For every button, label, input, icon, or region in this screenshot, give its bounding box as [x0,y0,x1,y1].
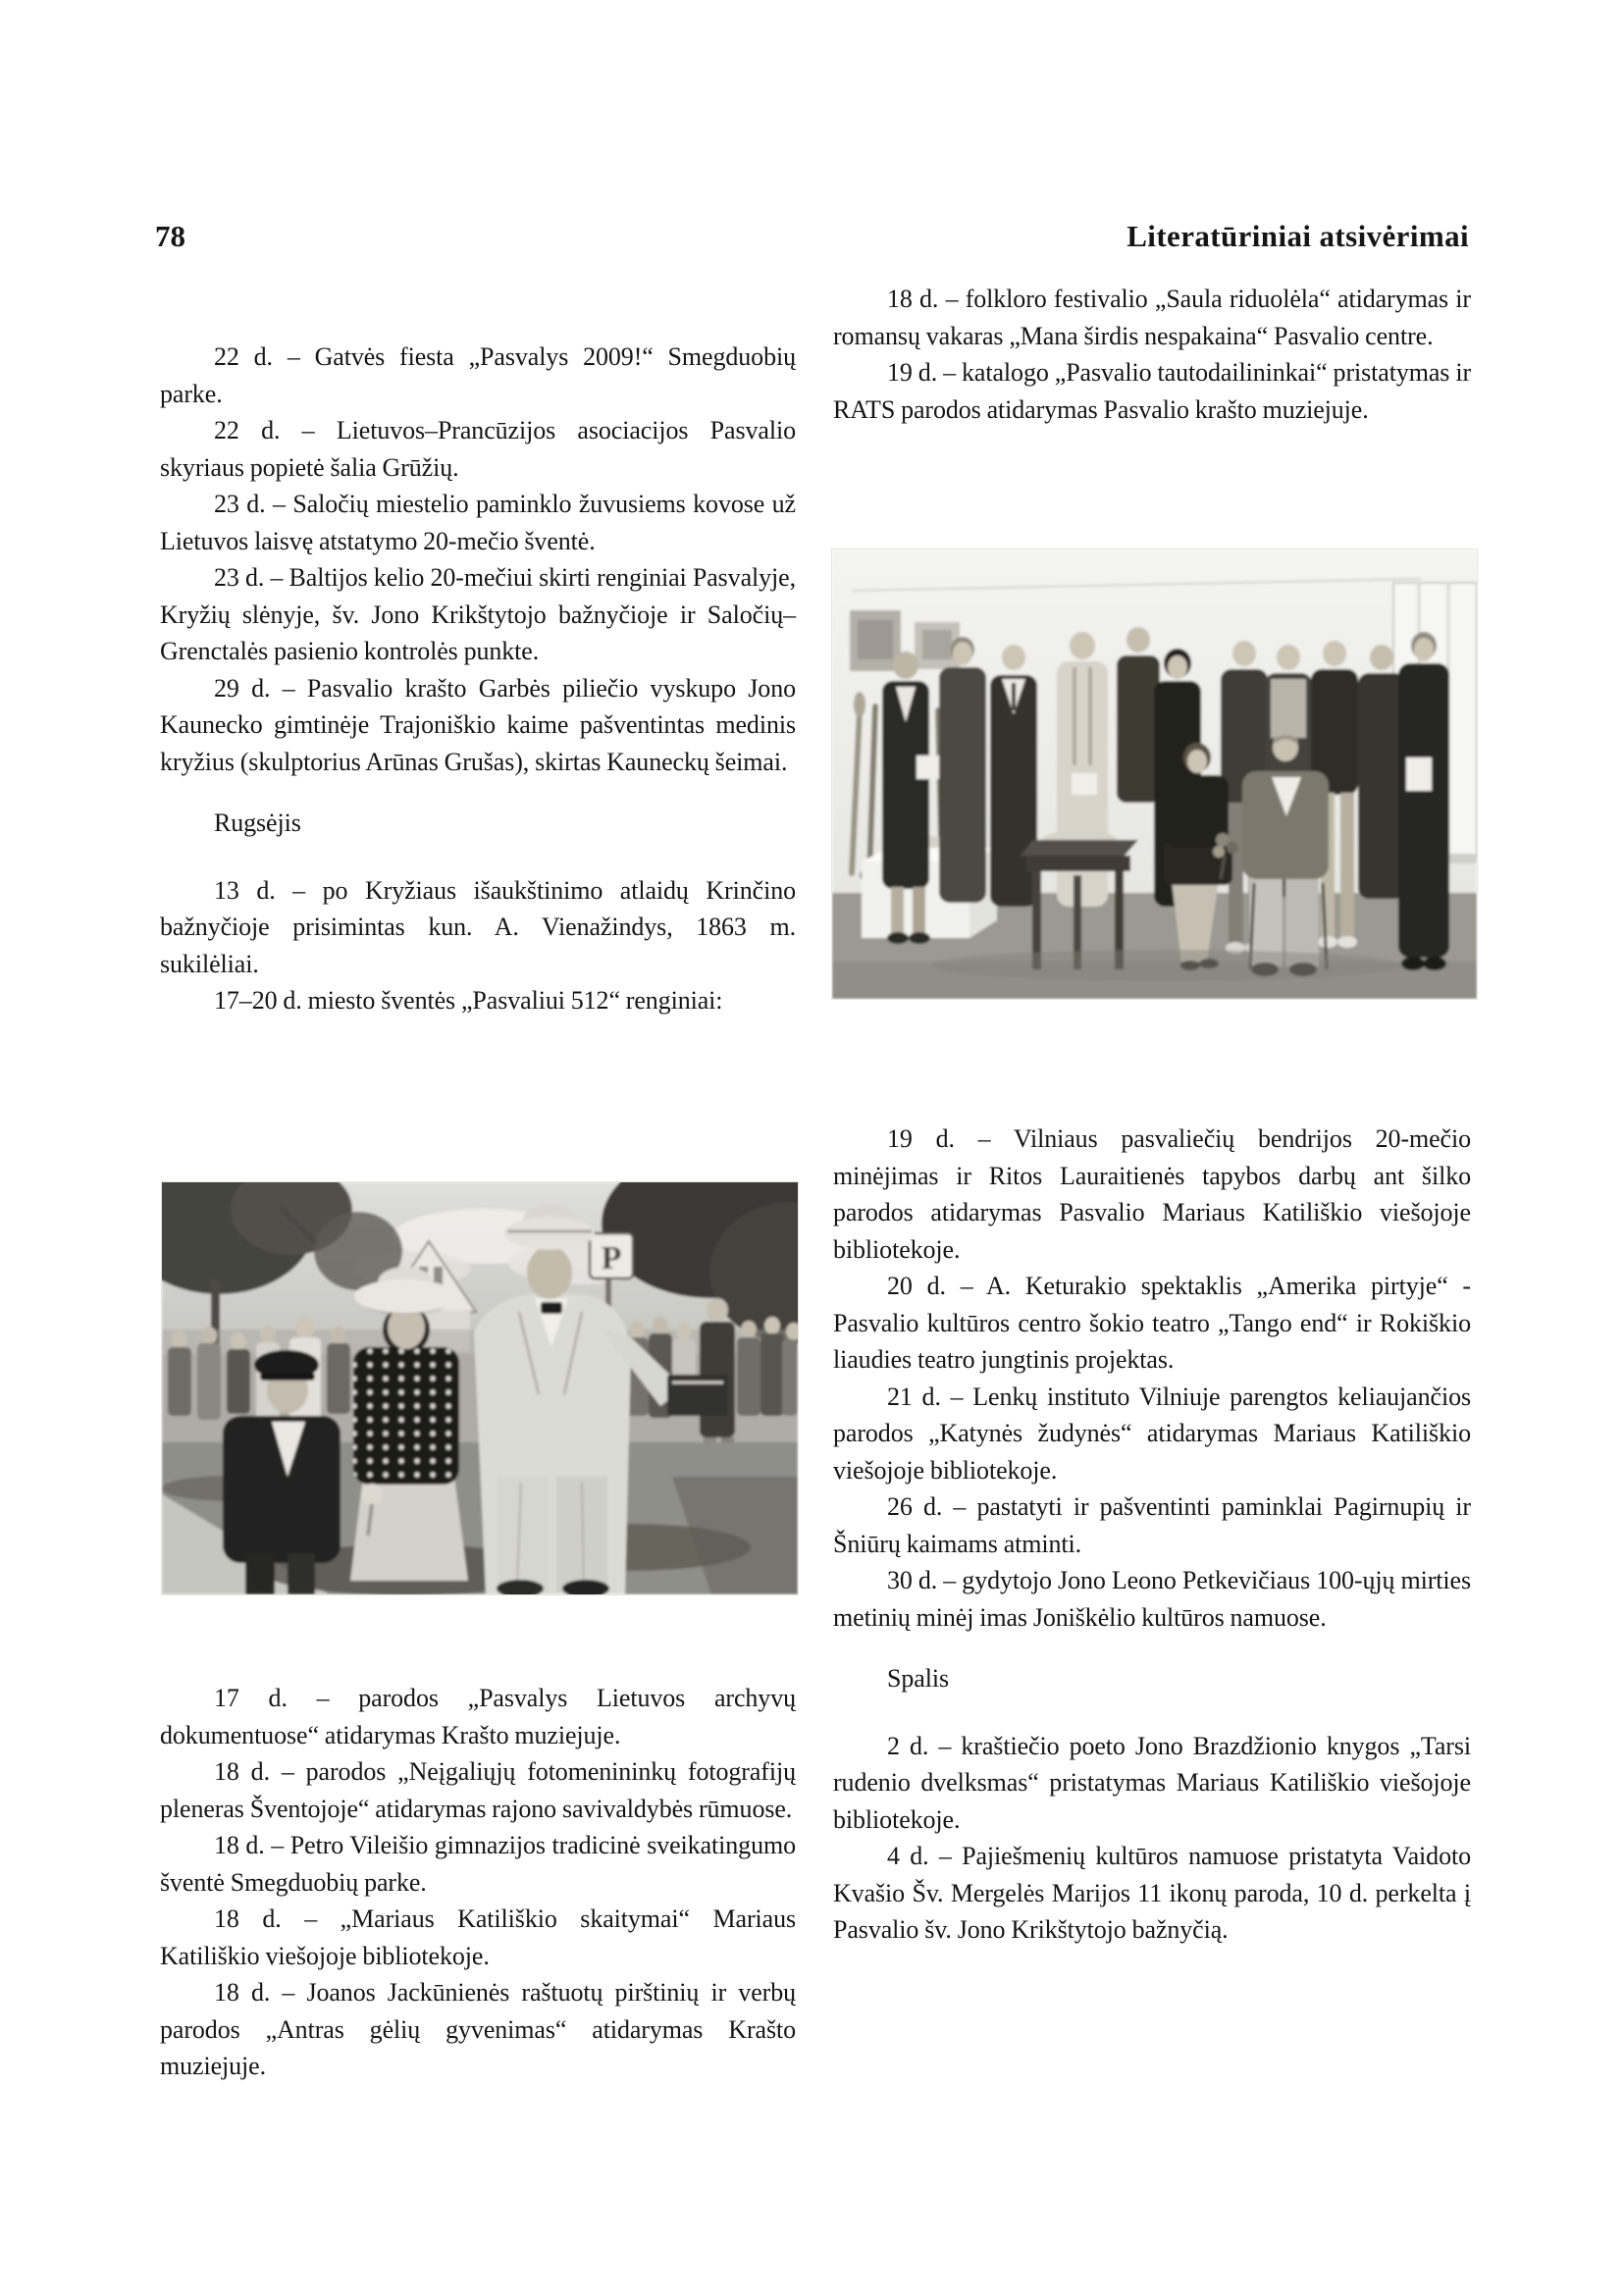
event-paragraph: 22 d. – Gatvės fiesta „Pasvalys 2009!“ Smegduobių parke. [160,342,796,408]
floor-shadow [930,950,1401,981]
event-paragraph: 18 d. – Petro Vileišio gimnazijos tradicinė sveikatingumo šventė Smegduobių parke. [160,1831,796,1897]
event-paragraph: 13 d. – po Kryžiaus išaukštinimo atlaidų Krinčino bažnyčioje prisimintas kun. A. Vienažindys, 1863 m. sukilėliai. [160,875,796,978]
page-number: 78 [155,219,185,253]
event-paragraph: 21 d. – Lenkų instituto Vilniuje parengtos keliaujančios parodos „Katynės žudynės“ atidarymas Mariaus Katiliškio viešojoje bibliotekoje. [833,1382,1471,1485]
event-paragraph: 20 d. – A. Keturakio spektaklis „Amerika pirtyje“ - Pasvalio kultūros centro šokio teatro „Tango end“ ir Rokiškio liaudies teatro jungtinis projektas. [833,1272,1471,1374]
right-column-lower [833,1121,1471,1949]
gallery-group-illustration [832,549,1477,999]
event-paragraph: 26 d. – pastatyti ir pašventinti paminklai Pagirnupių ir Šniūrų kaimams atminti. [833,1492,1471,1558]
gallery-group-photo [832,549,1477,999]
street-parade-illustration [162,1182,798,1594]
wooden-table [1021,831,1138,969]
event-paragraph: 18 d. – „Mariaus Katiliškio skaitymai“ Mariaus Katiliškio viešojoje bibliotekoje. [160,1904,796,1970]
event-paragraph: 30 d. – gydytojo Jono Leono Petkevičiaus 100-ųjų mirties metinių minėj imas Joniškėlio kultūros namuose. [833,1566,1471,1632]
parking-sign-letter: P [601,1240,622,1277]
event-paragraph: 17 d. – parodos „Pasvalys Lietuvos archyvų dokumentuose“ atidarymas Krašto muziejuje. [160,1684,796,1749]
event-paragraph: 23 d. – Saločių miestelio paminklo žuvusiems kovose už Lietuvos laisvę atstatymo 20-mečio šventė. [160,490,796,555]
running-title: Literatūriniai atsivėrimai [1126,219,1469,253]
event-paragraph: 18 d. – Joanos Jackūnienės raštuotų pirštinių ir verbų parodos „Antras gėlių gyvenimas“ atidarymas Krašto muziejuje. [160,1978,796,2080]
event-paragraph: 23 d. – Baltijos kelio 20-mečiui skirti renginiai Pasvalyje, Kryžių slėnyje, šv. Jono Krikštytojo bažnyčioje ir Saločių–Grenctalės pasienio kontrolės punkte. [160,563,796,665]
section-heading-september: Rugsėjis [214,808,301,837]
event-paragraph: 18 d. – parodos „Neįgaliųjų fotomenininkų fotografijų pleneras Šventojoje“ atidarymas rajono savivaldybės rūmuose. [160,1757,796,1823]
left-column-upper [160,339,796,1019]
event-paragraph: 18 d. – folkloro festivalio „Saula riduolėla“ atidarymas ir romansų vakaras „Mana širdis nespakaina“ Pasvalio centre. [833,285,1471,350]
event-paragraph: 4 d. – Pajiešmenių kultūros namuose pristatyta Vaidoto Kvašio Šv. Mergelės Marijos 11 ikonų paroda, 10 d. perkelta į Pasvalio šv. Jono Krikštytojo bažnyčią. [833,1842,1471,1944]
street-parade-photo [162,1182,798,1594]
section-heading-october: Spalis [887,1664,949,1693]
event-paragraph: 19 d. – Vilniaus pasvaliečių bendrijos 20-mečio minėjimas ir Ritos Lauraitienės tapybos darbų ant šilko parodos atidarymas Pasvalio Mariaus Katiliškio viešojoje bibliotekoje. [833,1124,1471,1264]
event-paragraph: 17–20 d. miesto šventės „Pasvaliui 512“ renginiai: [214,986,723,1015]
event-paragraph: 29 d. – Pasvalio krašto Garbės piliečio vyskupo Jono Kaunecko gimtinėje Trajoniškio kaime pašventintas medinis kryžius (skulptorius Arūnas Grušas), skirtas Kauneckų šeimai. [160,673,796,776]
event-paragraph: 19 d. – katalogo „Pasvalio tautodailininkai“ pristatymas ir RATS parodos atidarymas Pasvalio krašto muziejuje. [833,358,1471,424]
left-column-lower [160,1680,796,2085]
event-paragraph: 22 d. – Lietuvos–Prancūzijos asociacijos Pasvalio skyriaus popietė šalia Grūžių. [160,416,796,482]
right-column-upper [833,281,1471,428]
event-paragraph: 2 d. – kraštiečio poeto Jono Brazdžionio knygos „Tarsi rudenio dvelksmas“ pristatymas Mariaus Katiliškio viešojoje bibliotekoje. [833,1731,1471,1834]
